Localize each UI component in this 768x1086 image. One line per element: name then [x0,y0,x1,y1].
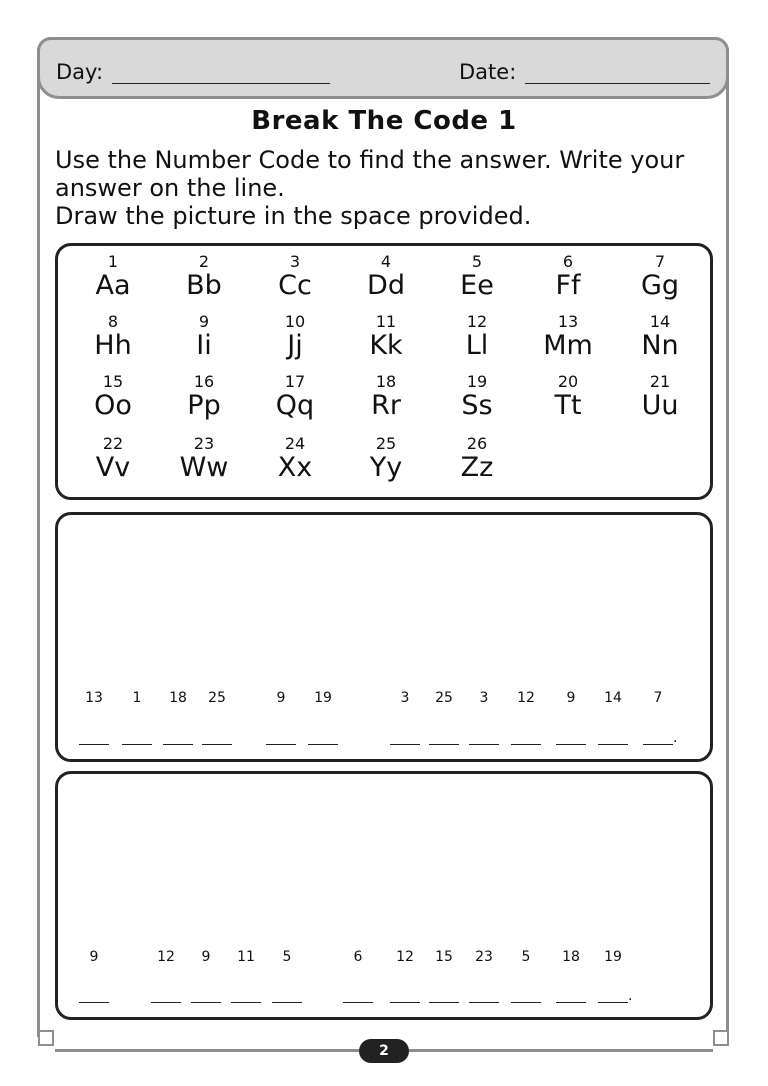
answer-blank[interactable] [122,744,152,745]
clue-number: 9 [276,690,286,706]
code-letter: Cc [278,270,312,301]
answer-blank[interactable] [308,744,338,745]
clue-number: 9 [201,949,211,965]
code-cell [615,313,705,361]
corner-right-icon [713,1030,729,1046]
code-cell [523,373,613,421]
code-cell [615,373,705,421]
code-cell [250,313,340,361]
header-bar [37,37,729,99]
answer-blank[interactable] [598,744,628,745]
end-period: . [628,988,633,1004]
code-number: 17 [284,372,306,391]
code-cell [159,313,249,361]
code-cell [159,253,249,301]
clue-number: 18 [169,690,187,706]
clue-number: 13 [85,690,103,706]
code-cell [432,313,522,361]
clue-number: 12 [396,949,414,965]
code-number: 12 [466,312,488,331]
clue-number: 6 [353,949,363,965]
day-label: Day: [56,60,104,84]
code-cell [68,435,158,483]
code-cell [432,253,522,301]
code-cell [432,373,522,421]
answer-blank[interactable] [556,1002,586,1003]
clue-number: 5 [521,949,531,965]
clue-number: 11 [237,949,255,965]
code-number: 20 [557,372,579,391]
code-number: 24 [284,434,306,453]
code-cell [341,373,431,421]
answer-blank[interactable] [556,744,586,745]
bottom-border-right [409,1049,713,1052]
answer-blank[interactable] [79,744,109,745]
drawing-box-2[interactable] [55,771,713,1020]
clue-number: 9 [89,949,99,965]
code-number: 21 [649,372,671,391]
code-letter: Pp [187,390,221,421]
answer-blank[interactable] [79,1002,109,1003]
clue-number: 7 [653,690,663,706]
clue-number: 15 [435,949,453,965]
code-letter: Gg [640,270,680,301]
corner-left-icon [38,1030,54,1046]
instruction-line-3: Draw the picture in the space provided. [55,202,532,230]
code-letter: Yy [369,452,403,483]
clue-number: 5 [282,949,292,965]
answer-blank[interactable] [511,744,541,745]
answer-blank[interactable] [390,744,420,745]
answer-blank[interactable] [343,1002,373,1003]
clue-number: 12 [157,949,175,965]
answer-blank[interactable] [643,744,673,745]
answer-blank[interactable] [390,1002,420,1003]
code-cell [250,435,340,483]
code-cell [159,435,249,483]
code-number: 22 [102,434,124,453]
code-number: 23 [193,434,215,453]
clue-number: 12 [517,690,535,706]
answer-blank[interactable] [202,744,232,745]
clue-number: 14 [604,690,622,706]
clue-number: 18 [562,949,580,965]
code-letter: Ff [555,270,581,301]
instruction-line-2: answer on the line. [55,174,285,202]
clue-number: 3 [479,690,489,706]
date-label: Date: [459,60,517,84]
clue-number: 23 [475,949,493,965]
code-letter: Ee [460,270,494,301]
code-number: 10 [284,312,306,331]
code-letter: Aa [95,270,131,301]
code-number: 19 [466,372,488,391]
code-letter: Ww [179,452,229,483]
code-letter: Ss [461,390,493,421]
code-cell [250,373,340,421]
drawing-box-1[interactable] [55,512,713,762]
code-number: 11 [375,312,397,331]
code-cell [68,313,158,361]
code-letter: Dd [367,270,405,301]
code-number: 16 [193,372,215,391]
code-number: 6 [562,252,574,271]
code-number: 7 [654,252,666,271]
end-period: . [673,730,678,746]
code-number: 4 [380,252,392,271]
code-number: 26 [466,434,488,453]
code-cell [68,253,158,301]
code-letter: Rr [371,390,401,421]
answer-blank[interactable] [511,1002,541,1003]
code-number: 13 [557,312,579,331]
answer-blank[interactable] [598,1002,628,1003]
clue-number: 1 [132,690,142,706]
code-cell [432,435,522,483]
code-letter: Ll [465,330,489,361]
code-number: 15 [102,372,124,391]
clue-number: 25 [435,690,453,706]
code-cell [341,435,431,483]
code-cell [615,253,705,301]
number-code-box [55,243,713,500]
bottom-border-left [55,1049,359,1052]
clue-number: 3 [400,690,410,706]
answer-blank[interactable] [191,1002,221,1003]
clue-number: 25 [208,690,226,706]
code-letter: Xx [277,452,313,483]
code-number: 9 [198,312,210,331]
code-letter: Hh [94,330,132,361]
code-letter: Zz [460,452,494,483]
answer-blank[interactable] [469,1002,499,1003]
answer-blank[interactable] [231,1002,261,1003]
code-letter: Jj [287,330,303,361]
code-cell [159,373,249,421]
code-letter: Bb [186,270,222,301]
code-cell [341,253,431,301]
code-number: 8 [107,312,119,331]
code-cell [523,313,613,361]
answer-blank[interactable] [151,1002,181,1003]
code-letter: Kk [369,330,403,361]
clue-number: 19 [314,690,332,706]
code-letter: Tt [554,390,582,421]
code-cell [341,313,431,361]
page-title: Break The Code 1 [251,106,517,136]
answer-blank[interactable] [163,744,193,745]
code-letter: Ii [196,330,212,361]
code-number: 2 [198,252,210,271]
code-number: 18 [375,372,397,391]
instruction-line-1: Use the Number Code to find the answer. Write your [55,146,685,174]
code-number: 1 [107,252,119,271]
code-letter: Oo [94,390,132,421]
date-line[interactable] [525,83,710,84]
code-number: 5 [471,252,483,271]
code-number: 14 [649,312,671,331]
answer-blank[interactable] [469,744,499,745]
page-number: 2 [359,1039,409,1063]
code-cell [523,253,613,301]
code-letter: Mm [543,330,593,361]
answer-blank[interactable] [266,744,296,745]
code-cell [68,373,158,421]
code-letter: Vv [95,452,131,483]
day-line[interactable] [112,83,330,84]
code-letter: Qq [275,390,315,421]
answer-blank[interactable] [272,1002,302,1003]
code-number: 25 [375,434,397,453]
clue-number: 19 [604,949,622,965]
code-letter: Nn [641,330,679,361]
code-cell [250,253,340,301]
code-number: 3 [289,252,301,271]
answer-blank[interactable] [429,744,459,745]
code-letter: Uu [641,390,679,421]
answer-blank[interactable] [429,1002,459,1003]
clue-number: 9 [566,690,576,706]
